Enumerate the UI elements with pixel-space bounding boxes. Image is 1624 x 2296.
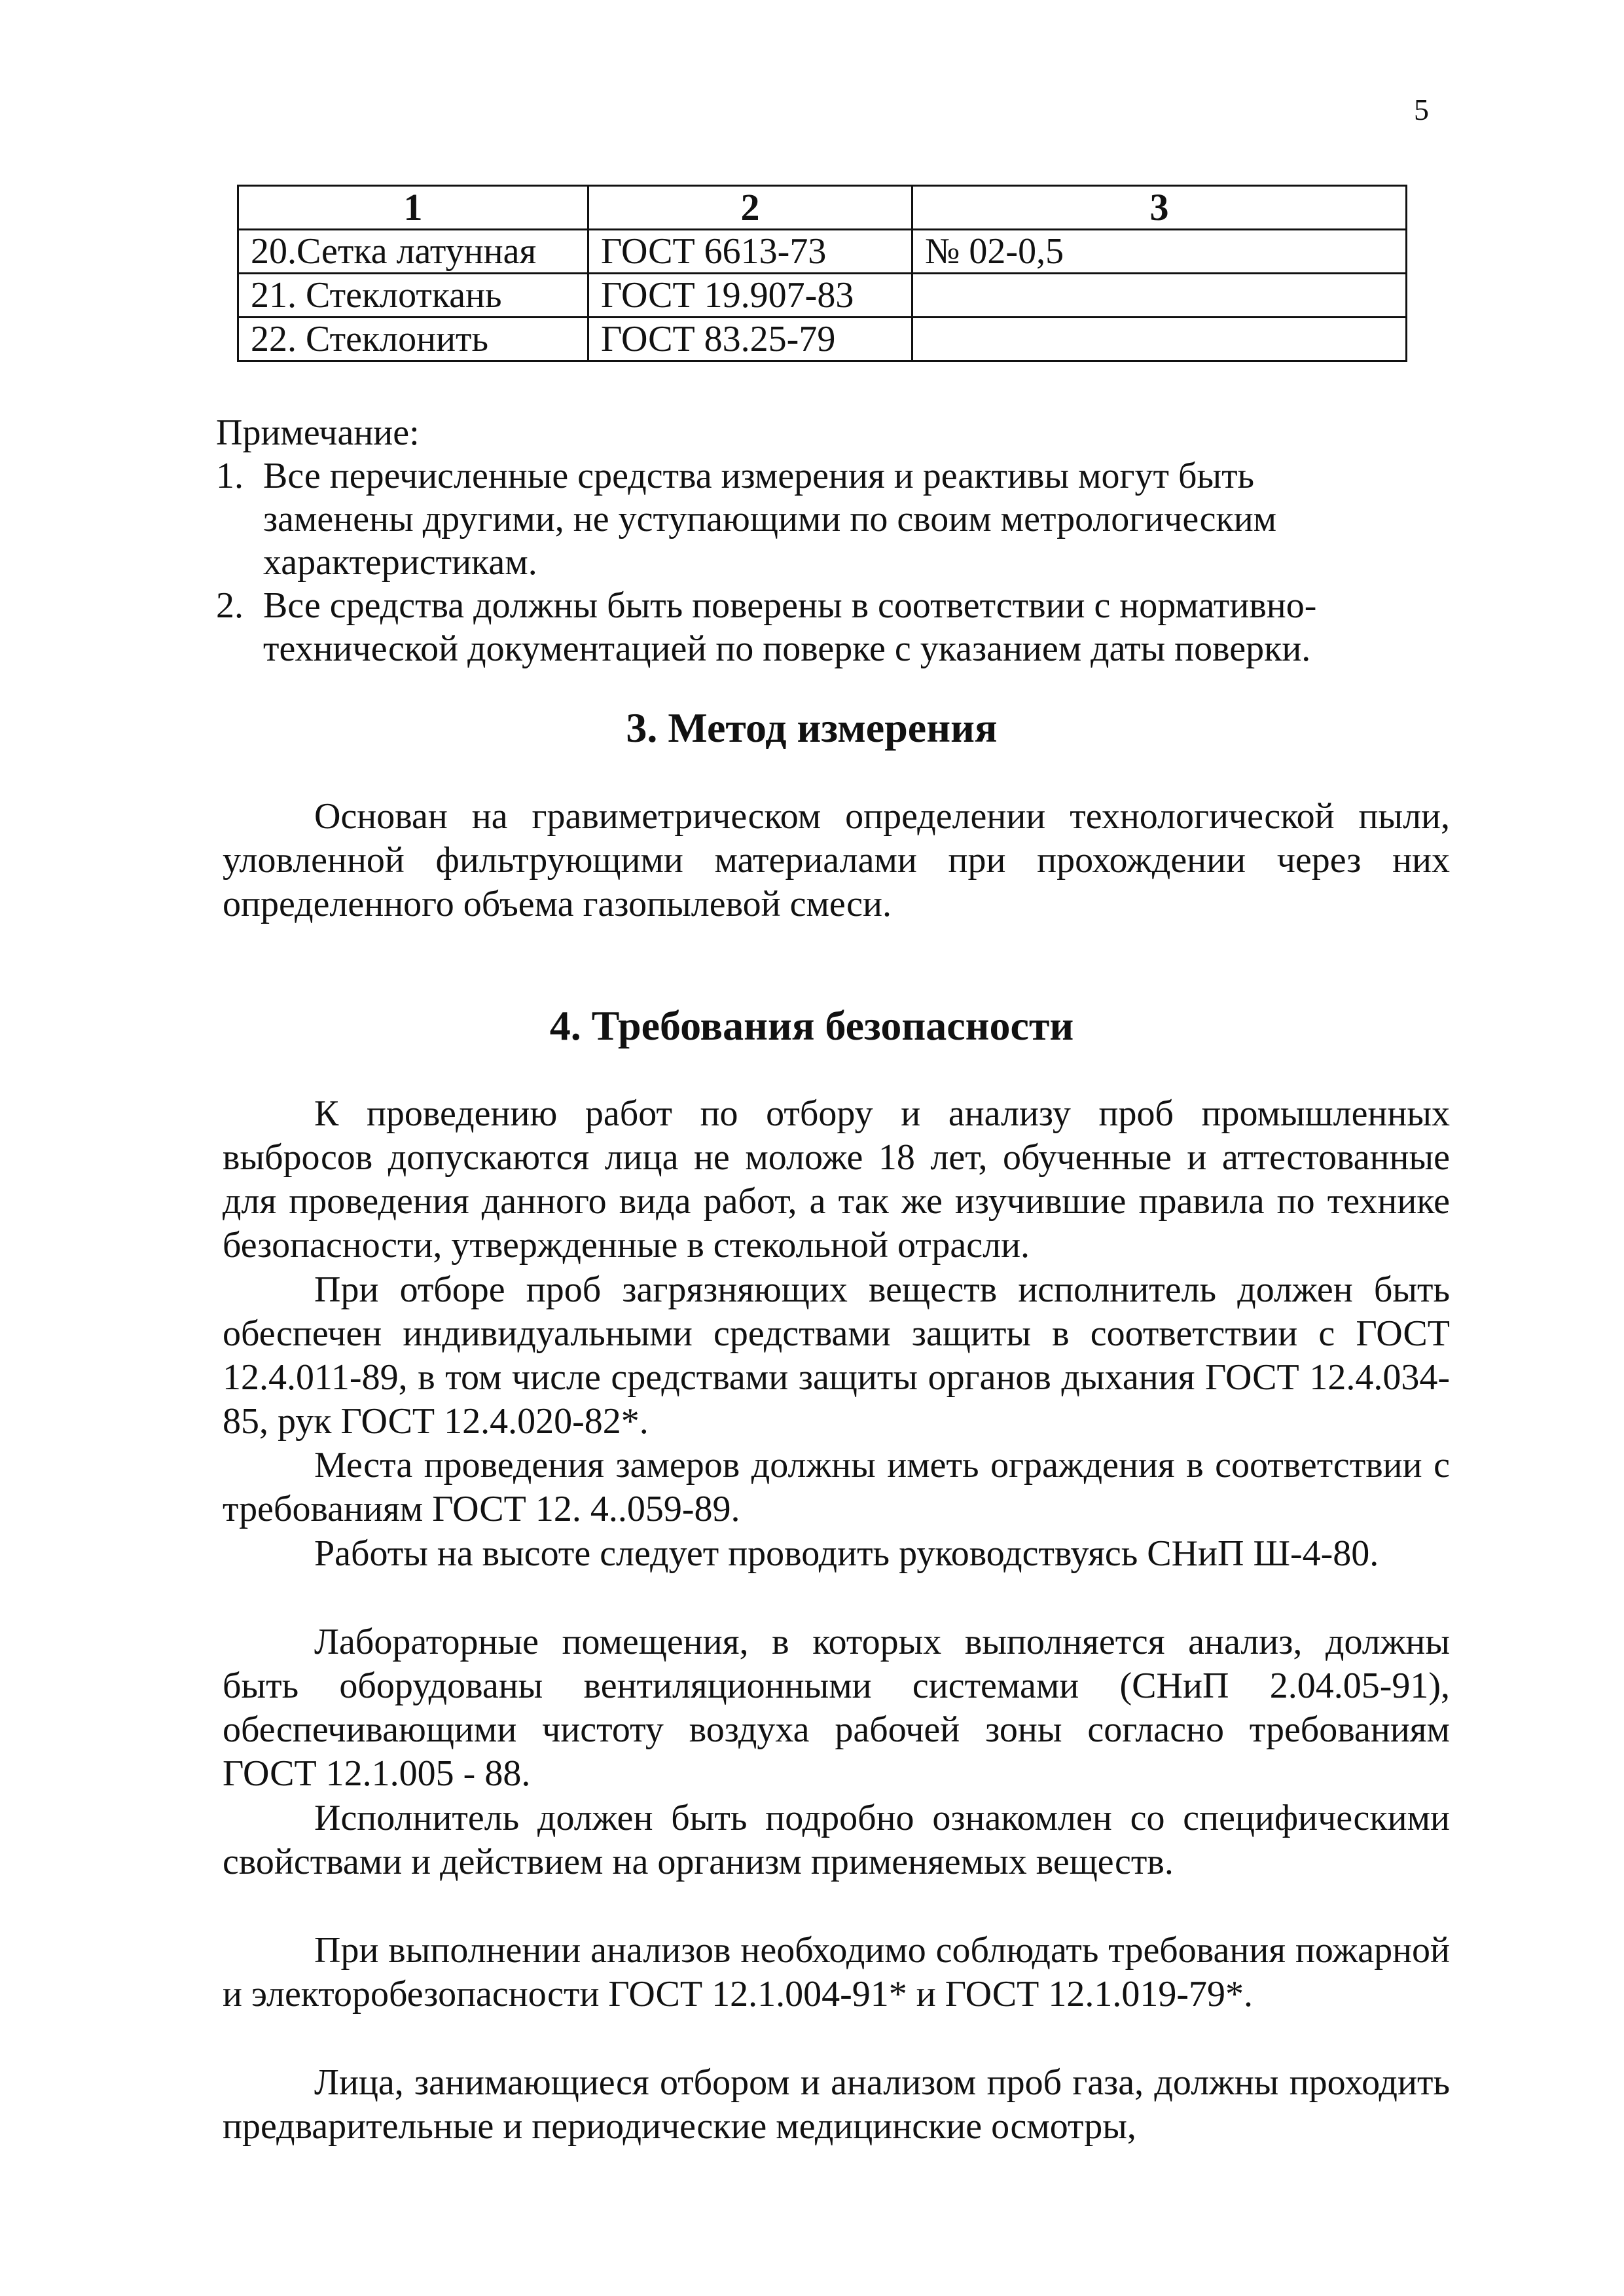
table-row [238, 274, 1407, 318]
section-4-paragraph-4: Работы на высоте следует проводить руководствуясь СНиП Ш-4-80. [314, 1533, 1379, 1574]
section-4-paragraph-2: При отборе проб загрязняющих веществ исполнитель должен быть обеспечен индивидуальными средствами защиты в соответствии с ГОСТ 12.4.011-89, в том числе средствами защиты органов дыхания ГОСТ 12.4.034-85, рук ГОСТ 12.4.020-82*. [223, 1269, 1450, 1442]
section-4-paragraph-6: Исполнитель должен быть подробно ознакомлен со специфическими свойствами и действием на организм применяемых веществ. [223, 1798, 1450, 1882]
section-3-paragraph: Основан на гравиметрическом определении технологической пыли, уловленной фильтрующими материалами при прохождении через них определенного объема газопылевой смеси. [223, 796, 1450, 924]
section-4-heading: 4. Требования безопасности [549, 1002, 1074, 1049]
table-header-cell: 3 [912, 186, 1407, 230]
section-4-paragraph-7: При выполнении анализов необходимо соблюдать требования пожарной и электоробезопасности ГОСТ 12.1.004-91* и ГОСТ 12.1.019-79*. [223, 1930, 1450, 2014]
table-cell: ГОСТ 6613-73 [588, 230, 912, 274]
page-number: 5 [1414, 93, 1429, 126]
table-cell: 22. Стеклонить [238, 318, 588, 361]
note-list [216, 454, 1394, 670]
note-item [216, 584, 1394, 670]
section-3-heading: 3. Метод измерения [626, 704, 998, 751]
note-item-text: Все перечисленные средства измерения и реактивы могут быть заменены другими, не уступающими по своим метрологическим характеристикам. [263, 456, 1277, 583]
table-cell: ГОСТ 19.907-83 [588, 274, 912, 318]
section-4-paragraph-5: Лабораторные помещения, в которых выполняется анализ, должны быть оборудованы вентиляционными системами (СНиП 2.04.05-91), обеспечивающими чистоту воздуха рабочей зоны согласно требованиям ГОСТ 12.1.005 - 88. [223, 1622, 1450, 1794]
note-item-text: Все средства должны быть поверены в соответствии с нормативно-технической документацией по поверке с указанием даты поверки. [263, 585, 1317, 669]
note-item-number: 2. [216, 585, 244, 626]
note-title: Примечание: [216, 412, 420, 453]
note-item-number: 1. [216, 456, 244, 496]
section-4-paragraph-1: К проведению работ по отбору и анализу проб промышленных выбросов допускаются лица не моложе 18 лет, обученные и аттестованные для проведения данного вида работ, а так же изучившие правила по технике безопасности, утвержденные в стекольной отрасли. [223, 1093, 1450, 1266]
table-header-row [238, 186, 1407, 230]
table-row [238, 230, 1407, 274]
table-header-cell: 2 [588, 186, 912, 230]
materials-table [237, 185, 1407, 362]
table-cell [912, 274, 1407, 318]
section-4-paragraph-8: Лица, занимающиеся отбором и анализом проб газа, должны проходить предварительные и периодические медицинские осмотры, [223, 2062, 1450, 2147]
table-cell: № 02-0,5 [912, 230, 1407, 274]
table-cell: 20.Сетка латунная [238, 230, 588, 274]
note-item [216, 454, 1394, 584]
table-cell: 21. Стеклоткань [238, 274, 588, 318]
table-cell [912, 318, 1407, 361]
table-header-cell: 1 [238, 186, 588, 230]
table-cell: ГОСТ 83.25-79 [588, 318, 912, 361]
section-4-paragraph-3: Места проведения замеров должны иметь ограждения в соответствии с требованиям ГОСТ 12. 4..059-89. [223, 1445, 1450, 1529]
table-row [238, 318, 1407, 361]
